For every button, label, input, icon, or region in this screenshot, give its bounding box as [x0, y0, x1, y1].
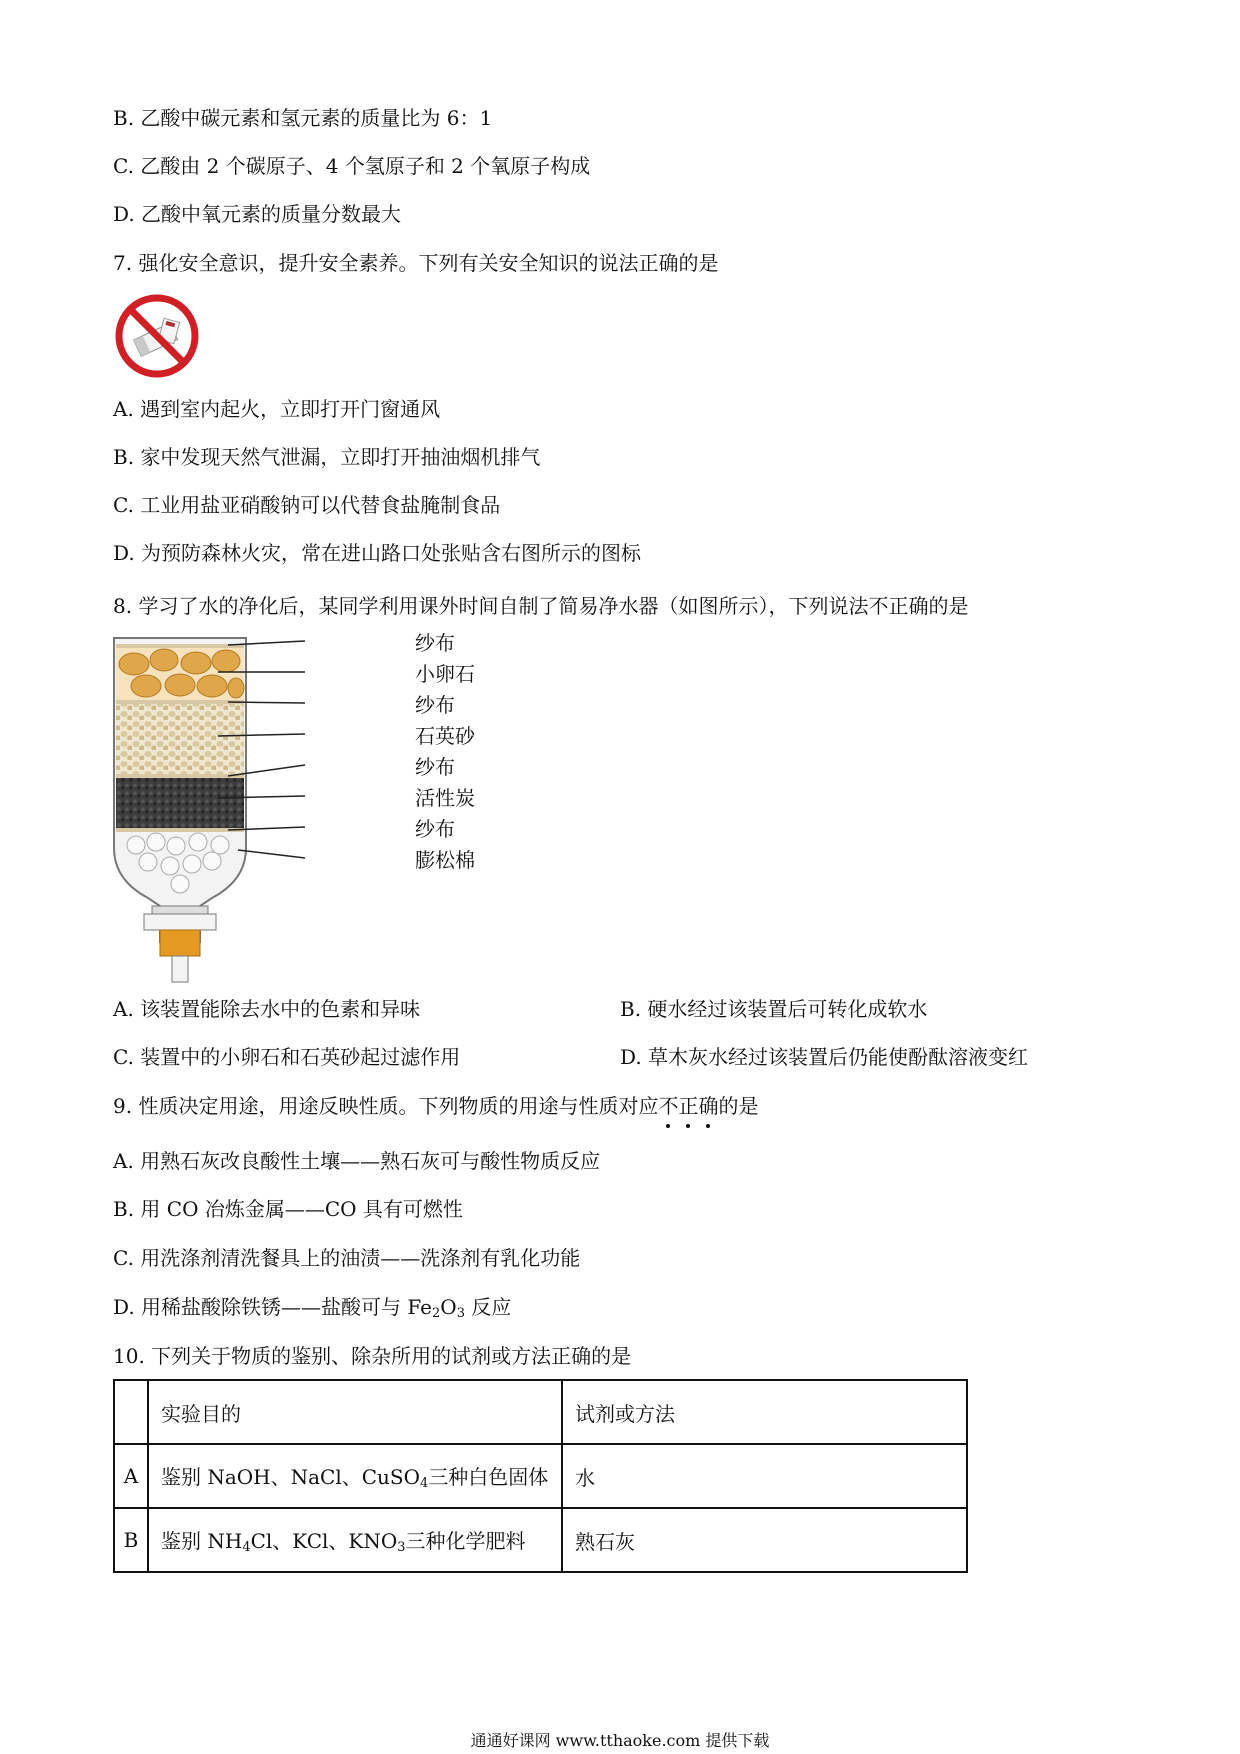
emphasis-dot [686, 1124, 690, 1128]
filter-label-activated-carbon: 活性炭 [415, 786, 475, 810]
row-goal: 鉴别 $NH_4Cl$、KCl、$KNO_3$三种化学肥料 [148, 1508, 562, 1572]
table-header-cell: 实验目的 [148, 1380, 562, 1444]
row-key: A [114, 1444, 148, 1508]
option-9d: D. 用稀盐酸除铁锈——盐酸可与 $Fe_2O_3$ 反应 [113, 1295, 512, 1321]
option-8a: A. 该装置能除去水中的色素和异味 [113, 997, 421, 1021]
option-9c: C. 用洗涤剂清洗餐具上的油渍——洗涤剂有乳化功能 [113, 1246, 581, 1270]
question-9-tail: 的是 [718, 1094, 759, 1118]
table-header-cell [114, 1380, 148, 1444]
option-9b: B. 用 CO 冶炼金属——CO 具有可燃性 [113, 1197, 463, 1221]
filter-label-gauze-3: 纱布 [415, 755, 455, 779]
option-8c: C. 装置中的小卵石和石英砂起过滤作用 [113, 1045, 461, 1069]
question-10: 10. 下列关于物质的鉴别、除杂所用的试剂或方法正确的是 [113, 1344, 632, 1368]
row-method: 熟石灰 [562, 1508, 967, 1572]
row-key: B [114, 1508, 148, 1572]
filter-label-cotton: 膨松棉 [415, 848, 475, 872]
option-7c: C. 工业用盐亚硝酸钠可以代替食盐腌制食品 [113, 493, 501, 517]
no-matches-sign-icon [113, 292, 201, 380]
filter-label-gauze-1: 纱布 [415, 631, 455, 655]
option-7d: D. 为预防森林火灾，常在进山路口处张贴含右图所示的图标 [113, 541, 642, 565]
emphasis-dot [706, 1124, 710, 1128]
table-row [114, 1444, 967, 1508]
option-7a: A. 遇到室内起火，立即打开门窗通风 [113, 397, 441, 421]
option-6b: B. 乙酸中碳元素和氢元素的质量比为 6：1 [113, 106, 493, 130]
experiment-table [113, 1379, 968, 1573]
row-method: 水 [562, 1444, 967, 1508]
emphasis-not-correct: 不正确 [658, 1094, 718, 1118]
option-8b: B. 硬水经过该装置后可转化成软水 [620, 997, 928, 1021]
table-header-row [114, 1380, 967, 1444]
table-header-cell: 试剂或方法 [562, 1380, 967, 1444]
emphasis-dot [666, 1124, 670, 1128]
question-8: 8. 学习了水的净化后，某同学利用课外时间自制了简易净水器（如图所示），下列说法不正确的是 [113, 594, 969, 618]
page-footer: 通通好课网 www.tthaoke.com 提供下载 [470, 1731, 770, 1750]
question-9-text: 9. 性质决定用途，用途反映性质。下列物质的用途与性质对应 [113, 1094, 659, 1118]
row-goal: 鉴别 NaOH、NaCl、CuSO$_4$三种白色固体 [148, 1444, 562, 1508]
filter-label-quartz-sand: 石英砂 [415, 724, 475, 748]
option-6c: C. 乙酸由 2 个碳原子、4 个氢原子和 2 个氧原子构成 [113, 154, 591, 178]
filter-label-gauze-2: 纱布 [415, 693, 455, 717]
option-8d: D. 草木灰水经过该装置后仍能使酚酞溶液变红 [620, 1045, 1029, 1069]
filter-label-pebbles: 小卵石 [415, 662, 475, 686]
question-9 [113, 1092, 758, 1120]
option-6d: D. 乙酸中氧元素的质量分数最大 [113, 202, 402, 226]
option-9a: A. 用熟石灰改良酸性土壤——熟石灰可与酸性物质反应 [113, 1149, 601, 1173]
filter-label-gauze-4: 纱布 [415, 817, 455, 841]
table-row [114, 1508, 967, 1572]
option-7b: B. 家中发现天然气泄漏，立即打开抽油烟机排气 [113, 445, 541, 469]
question-7: 7. 强化安全意识，提升安全素养。下列有关安全知识的说法正确的是 [113, 251, 719, 275]
water-filter-diagram [108, 630, 475, 1000]
